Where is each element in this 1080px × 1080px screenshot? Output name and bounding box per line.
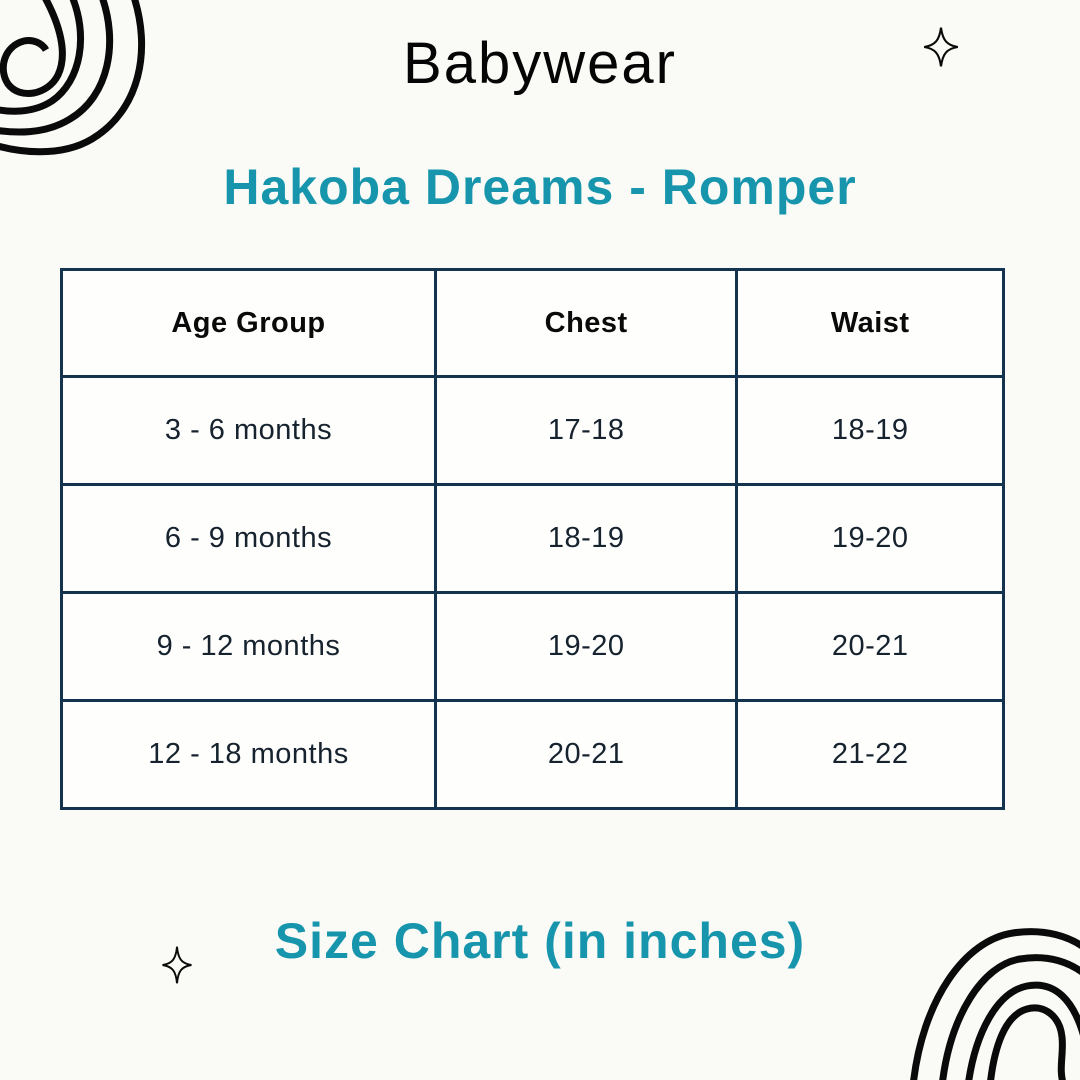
column-header-age-group: Age Group	[62, 270, 436, 377]
chest-cell: 17-18	[435, 377, 736, 485]
table-row	[62, 593, 1004, 701]
size-chart-caption: Size Chart (in inches)	[274, 913, 806, 969]
table-header-row	[62, 270, 1004, 377]
concentric-arcs-bottom-right-icon	[905, 905, 1080, 1080]
size-table	[60, 268, 1005, 810]
table-row	[62, 485, 1004, 593]
age-cell: 3 - 6 months	[62, 377, 436, 485]
table-row	[62, 377, 1004, 485]
waist-cell: 21-22	[737, 701, 1004, 809]
size-table-header	[62, 270, 1004, 377]
waist-cell: 19-20	[737, 485, 1004, 593]
age-cell: 6 - 9 months	[62, 485, 436, 593]
age-cell: 12 - 18 months	[62, 701, 436, 809]
size-table-body	[62, 377, 1004, 809]
chest-cell: 19-20	[435, 593, 736, 701]
brand-title: Babywear	[403, 31, 677, 96]
column-header-waist: Waist	[737, 270, 1004, 377]
waist-cell: 20-21	[737, 593, 1004, 701]
age-cell: 9 - 12 months	[62, 593, 436, 701]
column-header-chest: Chest	[435, 270, 736, 377]
table-row	[62, 701, 1004, 809]
waist-cell: 18-19	[737, 377, 1004, 485]
product-title: Hakoba Dreams - Romper	[223, 159, 857, 215]
chest-cell: 18-19	[435, 485, 736, 593]
chest-cell: 20-21	[435, 701, 736, 809]
